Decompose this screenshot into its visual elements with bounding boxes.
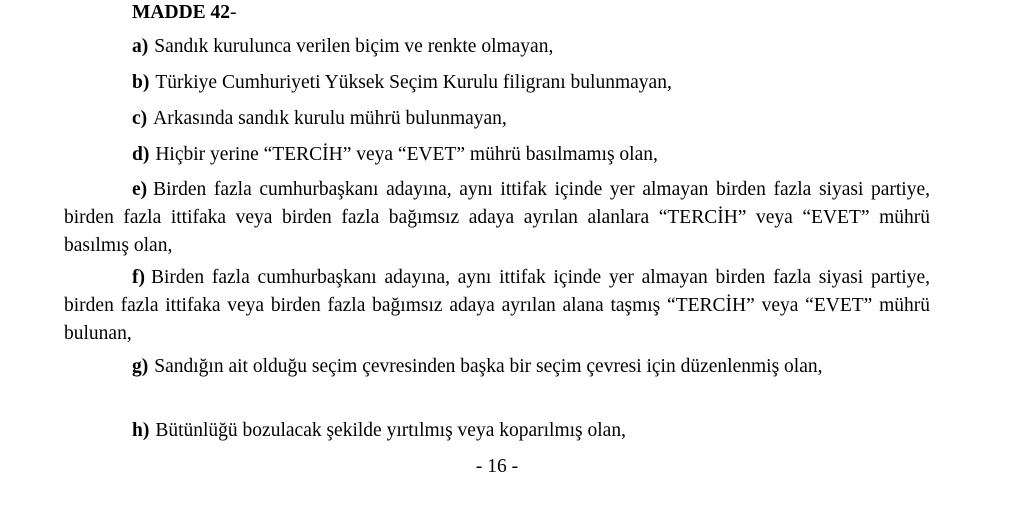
list-item-marker: b) (132, 72, 150, 93)
list-item-text: Sandığın ait olduğu seçim çevresinden başka bir seçim çevresi için düzenlenmiş olan, (154, 356, 823, 377)
article-heading-dash: - (230, 2, 237, 23)
list-item-text: Türkiye Cumhuriyeti Yüksek Seçim Kurulu filigranı bulunmayan, (155, 72, 672, 93)
list-item-marker: c) (132, 108, 148, 129)
list-item-d (132, 143, 658, 167)
list-item-text: Birden fazla cumhurbaşkanı adayına, aynı ittifak içinde yer almayan birden fazla siyasi partiye, birden fazla ittifaka veya birden fazla bağımsız adaya ayrılan alanlara “TERCİH” veya “EVET” mührü basılmış olan, (64, 179, 930, 256)
article-heading-label: MADDE 42 (132, 2, 231, 23)
list-item-text: Bütünlüğü bozulacak şekilde yırtılmış veya koparılmış olan, (155, 420, 626, 441)
list-item-marker: h) (132, 420, 150, 441)
list-item-f (64, 264, 930, 348)
list-item-marker: a) (132, 36, 149, 57)
article-heading (132, 1, 237, 25)
list-item-b (132, 71, 672, 95)
list-item-marker: g) (132, 356, 149, 377)
list-item-a (132, 35, 553, 59)
list-item-g (64, 353, 930, 381)
list-item-h (132, 419, 626, 443)
list-item-marker: d) (132, 144, 150, 165)
list-item-c (132, 107, 507, 131)
document-page (64, 0, 930, 512)
list-item-text: Arkasında sandık kurulu mührü bulunmayan, (153, 108, 507, 129)
list-item-text: Sandık kurulunca verilen biçim ve renkte olmayan, (154, 36, 554, 57)
page-number: - 16 - (475, 456, 519, 477)
list-item-marker: f) (132, 267, 145, 288)
list-item-text: Birden fazla cumhurbaşkanı adayına, aynı ittifak içinde yer almayan birden fazla siyasi partiye, birden fazla ittifaka veya birden fazla bağımsız adaya ayrılan alana taşmış “TERCİH” veya “EVET” mührü bulunan, (64, 267, 930, 344)
list-item-e (64, 176, 930, 260)
list-item-marker: e) (132, 179, 148, 200)
list-item-text: Hiçbir yerine “TERCİH” veya “EVET” mührü basılmamış olan, (155, 144, 658, 165)
